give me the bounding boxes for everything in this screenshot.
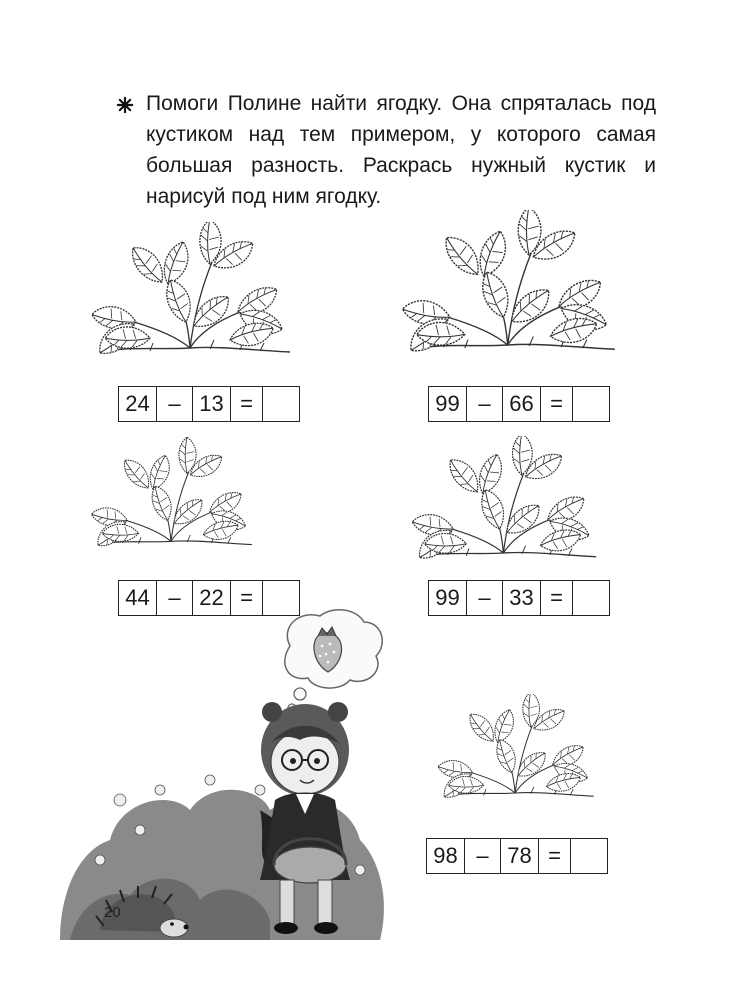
equation-5 <box>426 838 608 874</box>
minus-sign: – <box>465 839 501 873</box>
equals-sign: = <box>231 581 263 615</box>
minuend: 98 <box>427 839 465 873</box>
minus-sign: – <box>467 581 503 615</box>
subtrahend: 33 <box>503 581 541 615</box>
answer-box[interactable] <box>571 839 607 873</box>
equation-2 <box>428 386 610 422</box>
minuend: 44 <box>119 581 157 615</box>
subtrahend: 22 <box>193 581 231 615</box>
subtrahend: 66 <box>503 387 541 421</box>
subtrahend: 13 <box>193 387 231 421</box>
page-number: 20 <box>104 904 121 921</box>
strawberry-bush-1[interactable] <box>90 222 300 362</box>
subtrahend: 78 <box>501 839 539 873</box>
strawberry-bush-2[interactable] <box>398 210 628 360</box>
minuend: 24 <box>119 387 157 421</box>
strawberry-bush-4[interactable] <box>408 436 608 566</box>
minus-sign: – <box>157 387 193 421</box>
equation-4 <box>428 580 610 616</box>
equation-1 <box>118 386 300 422</box>
minuend: 99 <box>429 581 467 615</box>
task-instruction <box>116 88 656 212</box>
minus-sign: – <box>157 581 193 615</box>
equals-sign: = <box>231 387 263 421</box>
asterisk-icon <box>116 96 134 114</box>
strawberry-bush-3[interactable] <box>90 436 260 556</box>
minus-sign: – <box>467 387 503 421</box>
equals-sign: = <box>541 387 573 421</box>
equals-sign: = <box>539 839 571 873</box>
task-text: Помоги Полине найти ягодку. Она спряталась под кустиком над тем примером, у которого самая большая разность. Раскрась нужный кустик и нарисуй под ним ягодку. <box>146 92 656 208</box>
answer-box[interactable] <box>573 581 609 615</box>
answer-box[interactable] <box>263 387 299 421</box>
equals-sign: = <box>541 581 573 615</box>
strawberry-bush-5[interactable] <box>424 694 614 804</box>
minuend: 99 <box>429 387 467 421</box>
answer-box[interactable] <box>573 387 609 421</box>
